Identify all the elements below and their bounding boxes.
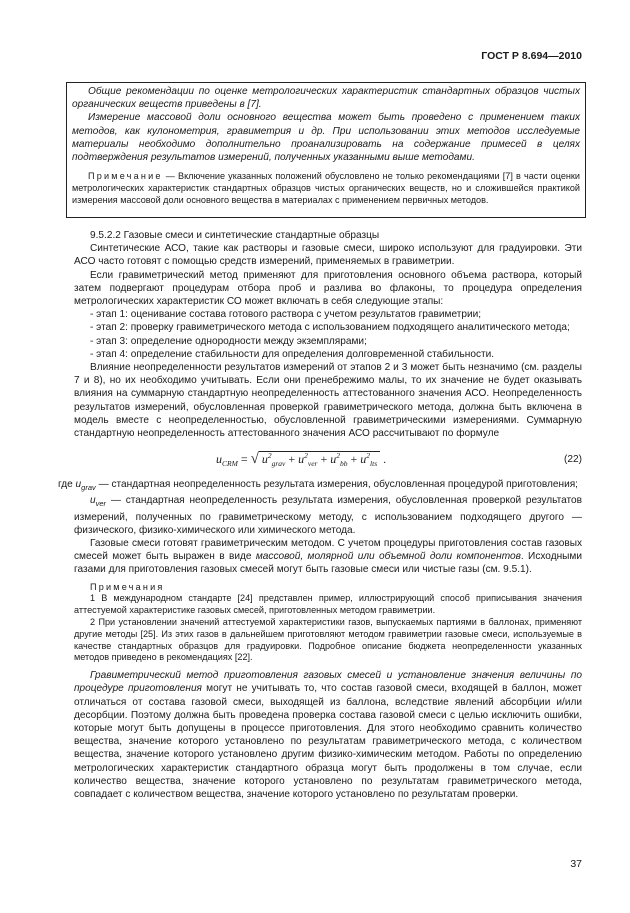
step-4: - этап 4: определение стабильности для определения долговременной стабильности. xyxy=(90,348,495,360)
box-paragraph-1: Общие рекомендации по оценке метрологических характеристик стандартных образцов чистых органических веществ приведены в [7]. xyxy=(72,86,580,111)
main-body xyxy=(58,229,583,801)
formula-lhs-sub: CRM xyxy=(222,459,238,469)
formula: $u_{CRM}$ = √ $u^2_{grav} + u^2_{ver} + u^2_{bb} + u^2_{lts}$ . xyxy=(216,451,387,469)
box-note-text: — Включение указанных положений обусловлено не только рекомендациями [7] в части оценки метрологических характеристик стандартных образцов чистых органических веществ, но и сложившейся практикой измерения массовой доли основного вещества в материалах с применением первичных методов. xyxy=(72,171,580,205)
formula-radicand: $u^2_{grav} + u^2_{ver} + u^2_{bb} + u^2_{lts}$ xyxy=(259,451,380,466)
box-paragraph-2: Измерение массовой доли основного вещества может быть проведено с применением таких методов, как кулонометрия, гравиметрия и др. При использовании этих методов исследуемые материалы необходимо дополнительно проанализировать на содержание примесей в целях подтверждения результатов измерений, полученных указанными выше методами. xyxy=(72,112,580,164)
where-ver: $u_{ver}$ — стандартная неопределенность результата измерения, обусловленная проверкой результатов измерений, полученных по гравиметрическому методу, с использованием подходящего другого — физического, физико-химического или химического метода. xyxy=(74,495,582,536)
formula-number: (22) xyxy=(564,454,582,466)
box-note-label: Примечание xyxy=(88,171,163,182)
paragraph-2: Если гравиметрический метод применяют для приготовления основного объема раствора, который затем подвергают процедурам отбора проб и разлива во флаконы, то процедура определения метрологических характеристик СО может включать в себя следующие этапы: xyxy=(74,269,582,308)
step-2: - этап 2: проверку гравиметрического метода с использованием подходящего аналитического метода; xyxy=(90,322,570,334)
standard-header: ГОСТ Р 8.694—2010 xyxy=(481,50,582,62)
formula-lhs: u xyxy=(216,452,222,467)
formula-row xyxy=(74,440,582,478)
paragraph-3: Влияние неопределенности результатов измерений от этапов 2 и 3 может быть незначимо (см. разделы 7 и 8), но их необходимо учитывать. Если они пренебрежимо малы, то их значение не будет оказывать влияния на суммарную стандартную неопределенность аттестованного значения АСО. Неопределенность результатов измерений, обусловленная проверкой гравиметрического метода, должна быть включена в модель вместе с неопределенностью, обусловленной гравиметрическими измерениями. Суммарную стандартную неопределенность аттестованного значения АСО рассчитывают по формуле xyxy=(74,362,582,440)
paragraph-1: Синтетические АСО, такие как растворы и газовые смеси, широко используют для градуировки. Эти АСО часто готовят с помощью средств измерений, применяемых в гравиметрии. xyxy=(74,243,582,268)
paragraph-4: Газовые смеси готовят гравиметрическим методом. С учетом процедуры приготовления состав газовых смесей может быть выражен в виде массовой, молярной или объемной доли компонентов. Исходными газами для приготовления газовых смесей могут быть газовые смеси или чистые газы (см. 9.5.1). xyxy=(74,538,582,576)
page-number: 37 xyxy=(570,858,582,870)
step-3: - этап 3: определение однородности между экземплярами; xyxy=(90,335,367,347)
step-1: - этап 1: оценивание состава готового раствора с учетом результатов гравиметрии; xyxy=(90,309,482,321)
notes-label: Примечания xyxy=(90,581,165,592)
section-heading: 9.5.2.2 Газовые смеси и синтетические стандартные образцы xyxy=(90,230,380,241)
quote-box-content xyxy=(72,85,580,207)
note-1: 1 В международном стандарте [24] представлен пример, иллюстрирующий способ приписывания значения аттестуемой характеристике газовых смесей, приготовленных методом гравиметрии. xyxy=(74,593,582,616)
paragraph-5: Гравиметрический метод приготовления газовых смесей и установление значения величины по процедуре приготовления могут не учитывать то, что состав газовой смеси, входящей в баллон, может отличаться от состава газовой смеси, выходящей из баллона, вследствие явлений абсорбции и/или десорбции. Поэтому должна быть проведена проверка состава газовой смеси с целью исключить ошибки, которые могут быть допущены в процессе приготовления. Для этого необходимо сравнить количество вещества, значение которого установлено по результатам гравиметрического метода, с количеством вещества, значение которого установлено другим физико-химическим методом. Работы по определению метрологических характеристик стандартного образца могут быть продолжены в том случае, если количество вещества, значение которого установлено по результатам гравиметрического метода, совпадает с количеством вещества, значение которого установлено по результатам проверки. xyxy=(74,670,583,801)
where-grav: где $u_{grav}$ — стандартная неопределенность результата измерения, обусловленная процедурой приготовления; xyxy=(58,479,578,493)
note-2: 2 При установлении значений аттестуемой характеристики газов, выпускаемых партиями в баллонах, применяют другие методы [25]. Из этих газов в дальнейшем приготовляют методом гравиметрии газовые смеси, используемые в качестве стандартных образцов для градуировки. Подробное описание бюджета неопределенности указанных методов приведено в рекомендациях [22]. xyxy=(74,617,582,663)
box-note xyxy=(72,171,580,206)
